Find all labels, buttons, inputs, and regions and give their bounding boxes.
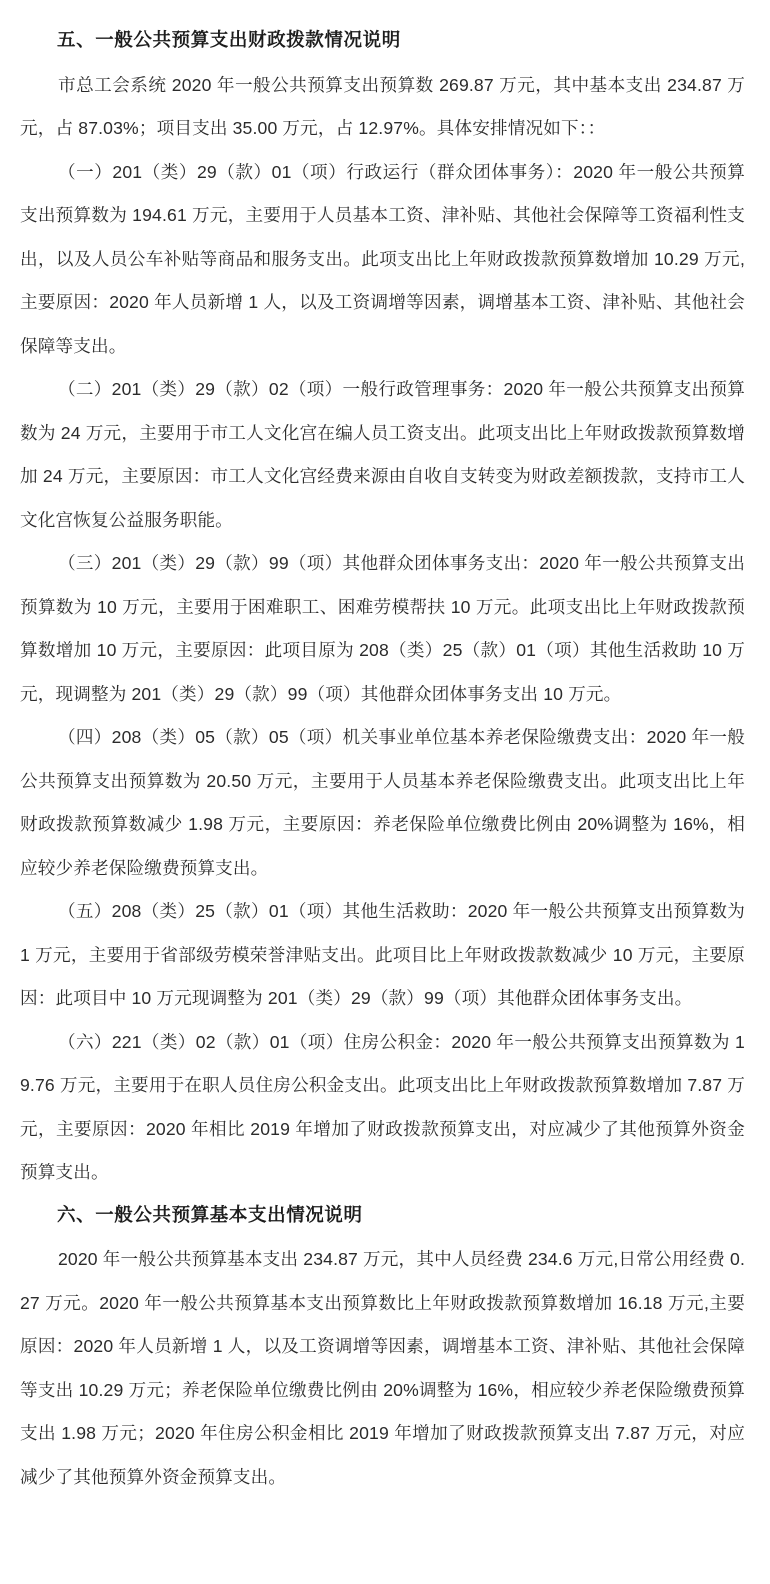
paragraph-item-4: （四）208（类）05（款）05（项）机关事业单位基本养老保险缴费支出：2020 年一般公共预算支出预算数为 20.50 万元，主要用于人员基本养老保险缴费支出。此项支出比上年财政拨款预算数减少 1.98 万元，主要原因：养老保险单位缴费比例由 20%调整为 16%，相应较少养老保险缴费预算支出。 bbox=[20, 727, 745, 878]
paragraph-item-6: （六）221（类）02（款）01（项）住房公积金：2020 年一般公共预算支出预算数为 19.76 万元，主要用于在职人员住房公积金支出。此项支出比上年财政拨款预算数增加 7.87 万元，主要原因：2020 年相比 2019 年增加了财政拨款预算支出，对应减少了其他预算外资金预算支出。 bbox=[20, 1031, 745, 1182]
paragraph-item-2: （二）201（类）29（款）02（项）一般行政管理事务：2020 年一般公共预算支出预算数为 24 万元，主要用于市工人文化宫在编人员工资支出。此项支出比上年财政拨款预算数增加 24 万元，主要原因：市工人文化宫经费来源由自收自支转变为财政差额拨款，支持市工人文化宫恢复公益服务职能。 bbox=[20, 379, 745, 530]
paragraph-item-3: （三）201（类）29（款）99（项）其他群众团体事务支出：2020 年一般公共预算支出预算数为 10 万元，主要用于困难职工、困难劳模帮扶 10 万元。此项支出比上年财政拨款预算数增加 10 万元，主要原因：此项目原为 208（类）25（款）01（项）其他生活救助 10 万元，现调整为 201（类）29（款）99（项）其他群众团体事务支出 10 万元。 bbox=[20, 553, 745, 704]
paragraph-item-5: （五）208（类）25（款）01（项）其他生活救助：2020 年一般公共预算支出预算数为 1 万元，主要用于省部级劳模荣誉津贴支出。此项目比上年财政拨款数减少 10 万元，主要原因：此项目中 10 万元现调整为 201（类）29（款）99（项）其他群众团体事务支出。 bbox=[20, 901, 745, 1008]
paragraph-intro: 市总工会系统 2020 年一般公共预算支出预算数 269.87 万元，其中基本支出 234.87 万元，占 87.03%；项目支出 35.00 万元，占 12.97%。具体安排情况如下：： bbox=[20, 74, 745, 138]
document-body bbox=[20, 20, 745, 1499]
paragraph-item-1: （一）201（类）29（款）01（项）行政运行（群众团体事务）：2020 年一般公共预算支出预算数为 194.61 万元，主要用于人员基本工资、津补贴、其他社会保障等工资福利性支出，以及人员公车补贴等商品和服务支出。此项支出比上年财政拨款预算数增加 10.29 万元,主要原因：2020 年人员新增 1 人，以及工资调增等因素，调增基本工资、津补贴、其他社会保障等支出。 bbox=[20, 161, 745, 356]
paragraph-basic-expenditure: 2020 年一般公共预算基本支出 234.87 万元，其中人员经费 234.6 万元,日常公用经费 0.27 万元。2020 年一般公共预算基本支出预算数比上年财政拨款预算数增加 16.18 万元,主要原因：2020 年人员新增 1 人，以及工资调增等因素，调增基本工资、津补贴、其他社会保障等支出 10.29 万元；养老保险单位缴费比例由 20%调整为 16%，相应较少养老保险缴费预算支出 1.98 万元；2020 年住房公积金相比 2019 年增加了财政拨款预算支出 7.87 万元，对应减少了其他预算外资金预算支出。 bbox=[20, 1249, 745, 1487]
section-heading-five: 五、一般公共预算支出财政拨款情况说明 bbox=[57, 31, 401, 51]
section-heading-six: 六、一般公共预算基本支出情况说明 bbox=[57, 1205, 363, 1226]
